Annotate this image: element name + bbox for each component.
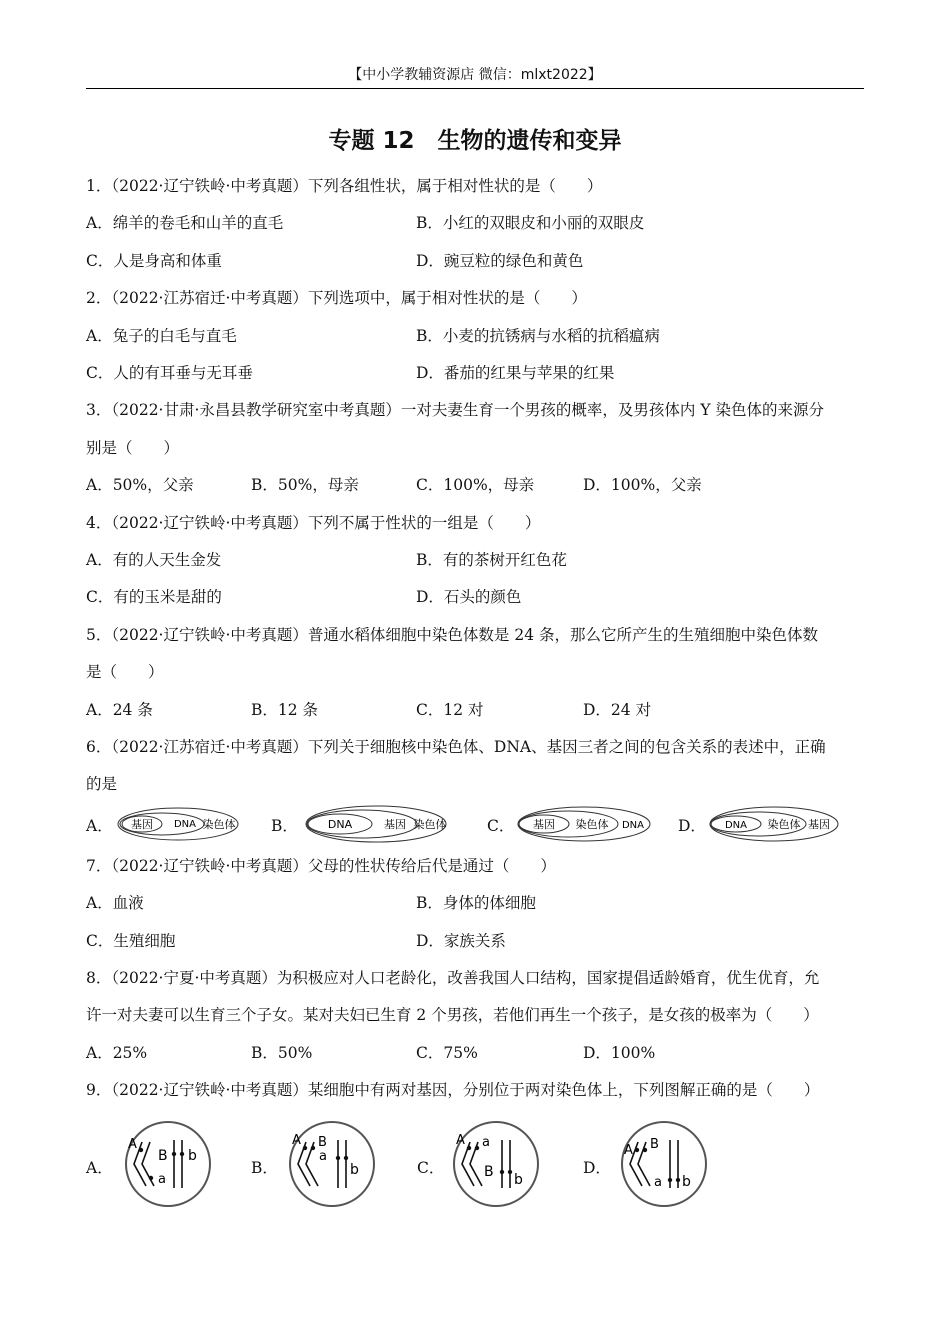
q4-stem: 4．（2022·辽宁铁岭·中考真题）下列不属于性状的一组是（ ） — [86, 513, 541, 532]
q8-options — [86, 1035, 864, 1072]
q9a-letter-b: b — [188, 1147, 197, 1164]
q7-option-d: D．家族关系 — [416, 931, 506, 950]
q9b-letter-a: a — [319, 1148, 327, 1164]
q6d-dna-text: DNA — [724, 819, 748, 831]
q6-option-d-label: D． — [678, 816, 706, 835]
q7-option-a: A．血液 — [86, 894, 144, 913]
q6-option-b-label: B． — [271, 816, 298, 835]
q4-options-row1 — [86, 542, 864, 579]
q9b-letter-b: b — [350, 1161, 359, 1178]
q3-stem-line1: 3．（2022·甘肃·永昌县教学研究室中考真题）一对夫妻生育一个男孩的概率，及男孩体内 Y 染色体的来源分 — [86, 401, 825, 420]
q8-option-b: B．50% — [251, 1043, 313, 1062]
q9-option-d-label: D． — [583, 1158, 611, 1177]
q7-options-row1 — [86, 885, 864, 922]
q4-options-row2 — [86, 579, 864, 616]
q6-option-a-diagram — [116, 804, 246, 844]
q6-options — [86, 804, 864, 848]
q7-stem: 7．（2022·辽宁铁岭·中考真题）父母的性状传给后代是通过（ ） — [86, 856, 556, 875]
q4-option-d: D．石头的颜色 — [416, 588, 522, 607]
q6-stem-line1: 6．（2022·江苏宿迁·中考真题）下列关于细胞核中染色体、DNA、基因三者之间的包含关系的表述中，正确 — [86, 737, 826, 756]
header-rule — [86, 88, 864, 89]
q2-options-row1 — [86, 318, 864, 355]
q1-options-row2 — [86, 243, 864, 280]
q9-option-c-cell — [448, 1114, 544, 1214]
q9a-letter-B: B — [158, 1147, 168, 1164]
q9-option-a-cell — [120, 1114, 216, 1214]
q9b-letter-B: B — [318, 1134, 327, 1150]
q1-option-c: C．人是身高和体重 — [86, 251, 222, 270]
q9c-letter-a: a — [482, 1134, 490, 1150]
q6c-chrom-text: 染色体 — [575, 817, 609, 831]
q8-stem-line2: 许一对夫妻可以生育三个子女。某对夫妇已生育 2 个男孩，若他们再生一个孩子，是女孩的极率为（ ） — [86, 1006, 819, 1025]
q4-option-a: A．有的人天生金发 — [86, 550, 222, 569]
q5-options — [86, 692, 864, 729]
q8-option-d: D．100% — [583, 1043, 656, 1062]
q6a-chrom-text: 染色体 — [202, 817, 236, 831]
q2-stem: 2．（2022·江苏宿迁·中考真题）下列选项中，属于相对性状的是（ ） — [86, 289, 587, 308]
q1-stem: 1．（2022·辽宁铁岭·中考真题）下列各组性状，属于相对性状的是（ ） — [86, 177, 603, 195]
q6-stem-line2: 的是 — [86, 775, 118, 794]
q9a-letter-a: a — [158, 1171, 166, 1187]
q1-option-d: D．豌豆粒的绿色和黄色 — [416, 251, 584, 270]
q7-option-b: B．身体的体细胞 — [416, 894, 536, 913]
q6b-dna-text: DNA — [327, 817, 353, 831]
q8-option-a: A．25% — [86, 1043, 148, 1062]
q1-options-row1 — [86, 205, 864, 242]
q6d-chrom-text: 染色体 — [767, 817, 801, 831]
q4-option-c: C．有的玉米是甜的 — [86, 588, 222, 607]
q2-option-d: D．番茄的红果与苹果的红果 — [416, 363, 615, 382]
q6a-dna-text: DNA — [173, 818, 197, 830]
q6d-gene-text: 基因 — [808, 817, 830, 831]
q1-option-a: A．绵羊的卷毛和山羊的直毛 — [86, 214, 284, 233]
q9-option-a-label: A． — [86, 1158, 113, 1177]
q9c-letter-B: B — [484, 1163, 494, 1180]
q4-option-b: B．有的茶树开红色花 — [416, 550, 567, 569]
q9d-letter-a: a — [654, 1174, 662, 1190]
q7-options-row2 — [86, 923, 864, 960]
q9c-letter-A: A — [456, 1132, 465, 1148]
q9-option-d-cell — [616, 1114, 712, 1214]
q5-stem-line2: 是（ ） — [86, 663, 164, 682]
q9-options — [86, 1114, 864, 1226]
q9d-letter-B: B — [650, 1136, 659, 1152]
q5-option-c: C．12 对 — [416, 700, 484, 719]
q9-stem: 9．（2022·辽宁铁岭·中考真题）某细胞中有两对基因，分别位于两对染色体上，下列图解正确的是（ ） — [86, 1081, 820, 1100]
q2-option-a: A．兔子的白毛与直毛 — [86, 326, 237, 345]
q3-option-b: B．50%，母亲 — [251, 476, 359, 495]
q6-option-d-diagram — [708, 804, 842, 844]
q3-option-c: C．100%，母亲 — [416, 476, 535, 495]
q6b-chrom-text: 染色体 — [413, 817, 447, 831]
q9c-letter-b: b — [514, 1171, 523, 1188]
q2-options-row2 — [86, 355, 864, 392]
q8-option-c: C．75% — [416, 1043, 478, 1062]
q9-option-c-label: C． — [417, 1158, 445, 1177]
q9-option-b-cell — [284, 1114, 380, 1214]
q9d-letter-b: b — [682, 1173, 691, 1190]
q6-option-a-label: A． — [86, 816, 113, 835]
page-title: 专题 12 生物的遗传和变异 — [328, 128, 622, 154]
q5-stem-line1: 5．（2022·辽宁铁岭·中考真题）普通水稻体细胞中染色体数是 24 条，那么它所产生的生殖细胞中染色体数 — [86, 625, 818, 644]
q9d-letter-A: A — [624, 1142, 633, 1158]
q6c-dna-text: DNA — [621, 819, 645, 831]
q9b-letter-A: A — [292, 1132, 301, 1148]
q6-option-c-label: C． — [487, 816, 515, 835]
q6c-gene-text: 基因 — [533, 817, 555, 831]
q9-option-b-label: B． — [251, 1158, 278, 1177]
q5-option-a: A．24 条 — [86, 700, 153, 719]
q3-stem-line2: 别是（ ） — [86, 438, 180, 457]
q2-option-b: B．小麦的抗锈病与水稻的抗稻瘟病 — [416, 326, 660, 345]
q1-option-b: B．小红的双眼皮和小丽的双眼皮 — [416, 214, 645, 233]
q6-option-b-diagram — [304, 804, 454, 844]
q9a-letter-A: A — [128, 1136, 137, 1152]
q5-option-d: D．24 对 — [583, 700, 652, 719]
q3-option-d: D．100%，父亲 — [583, 476, 702, 495]
q6a-gene-text: 基因 — [131, 817, 153, 831]
q2-option-c: C．人的有耳垂与无耳垂 — [86, 363, 253, 382]
question-list — [86, 168, 864, 1226]
q6b-gene-text: 基因 — [384, 817, 406, 831]
q8-stem-line1: 8．（2022·宁夏·中考真题）为积极应对人口老龄化，改善我国人口结构，国家提倡适龄婚育，优生优育，允 — [86, 968, 820, 987]
q6-option-c-diagram — [516, 804, 656, 844]
q7-option-c: C．生殖细胞 — [86, 931, 176, 950]
q5-option-b: B．12 条 — [251, 700, 319, 719]
page-header: 【中小学教辅资源店 微信：mlxt2022】 — [348, 67, 602, 83]
q3-options — [86, 467, 864, 504]
q3-option-a: A．50%，父亲 — [86, 476, 194, 495]
